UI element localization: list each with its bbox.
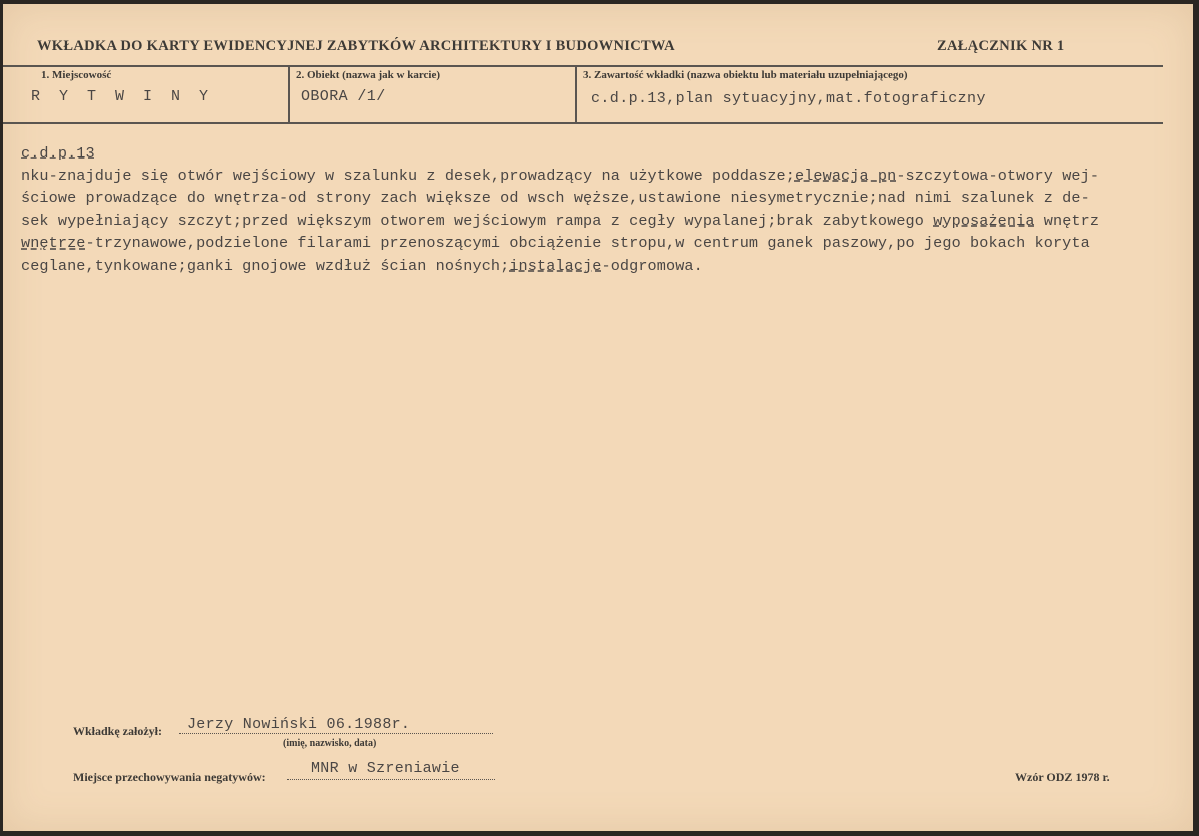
negatives-dotted-line xyxy=(287,779,495,780)
locality-value: R Y T W I N Y xyxy=(31,88,214,105)
founder-value: Jerzy Nowiński 06.1988r. xyxy=(187,716,411,733)
underlined-term: wnętrze xyxy=(21,234,86,253)
document-title: WKŁADKA DO KARTY EWIDENCYJNEJ ZABYTKÓW ARCHITEKTURY I BUDOWNICTWA xyxy=(37,38,675,54)
line-text: sek wypełniający szczyt;przed większym otworem wejściowym rampa z cegły wypalanej;brak zabytkowego xyxy=(21,211,934,230)
inventory-insert-card xyxy=(3,4,1193,831)
column-divider-1 xyxy=(288,66,290,122)
line-text: -trzynawowe,podzielone filarami przenoszącymi obciążenie stropu,w centrum ganek paszowy,po jego bokach koryta xyxy=(85,234,1090,253)
heading-text: c.d.p.13 xyxy=(21,144,95,162)
column-divider-2 xyxy=(575,66,577,122)
line-text: nku-znajduje się otwór wejściowy w szalunku z desek,prowadzący na użytkowe poddasze; xyxy=(21,166,795,185)
founder-dotted-line xyxy=(179,733,493,734)
locality-label: 1. Miejscowość xyxy=(41,69,112,81)
founder-note: (imię, nazwisko, data) xyxy=(283,738,377,749)
body-line-4 xyxy=(21,232,1191,255)
description-text xyxy=(21,142,1191,278)
content-label: 3. Zawartość wkładki (nazwa obiektu lub materiału uzupełniającego) xyxy=(583,69,908,81)
form-code: Wzór ODZ 1978 r. xyxy=(1015,770,1110,784)
annex-number: ZAŁĄCZNIK NR 1 xyxy=(937,38,1065,54)
body-heading xyxy=(21,142,1191,165)
object-value: OBORA /1/ xyxy=(301,88,386,105)
underlined-term: elewacja pn xyxy=(794,166,897,185)
object-label: 2. Obiekt (nazwa jak w karcie) xyxy=(296,69,441,81)
body-line-5 xyxy=(21,255,1191,278)
underlined-term: wyposażenia xyxy=(933,211,1035,230)
body-line-2: ściowe prowadzące do wnętrza-od strony zach większe od wsch węższe,ustawione niesymetrycznie;nad nimi szalunek z de- xyxy=(21,189,1090,208)
negatives-value: MNR w Szreniawie xyxy=(311,760,460,777)
content-value: c.d.p.13,plan sytuacyjny,mat.fotograficzny xyxy=(591,90,986,107)
negatives-label: Miejsce przechowywania negatywów: xyxy=(73,770,266,784)
line-text: -szczytowa-otwory wej- xyxy=(896,166,1100,185)
underlined-term: instalacje xyxy=(509,256,602,275)
table-top-rule xyxy=(3,65,1163,67)
line-text: -odgromowa. xyxy=(601,256,703,275)
founder-label: Wkładkę założył: xyxy=(73,724,162,738)
line-text: wnętrz xyxy=(1034,211,1100,230)
line-text: ceglane,tynkowane;ganki gnojowe wzdłuż ścian nośnych; xyxy=(21,256,510,275)
body-line-3 xyxy=(21,210,1191,233)
body-line-1 xyxy=(21,165,1191,188)
table-bottom-rule xyxy=(3,122,1163,124)
